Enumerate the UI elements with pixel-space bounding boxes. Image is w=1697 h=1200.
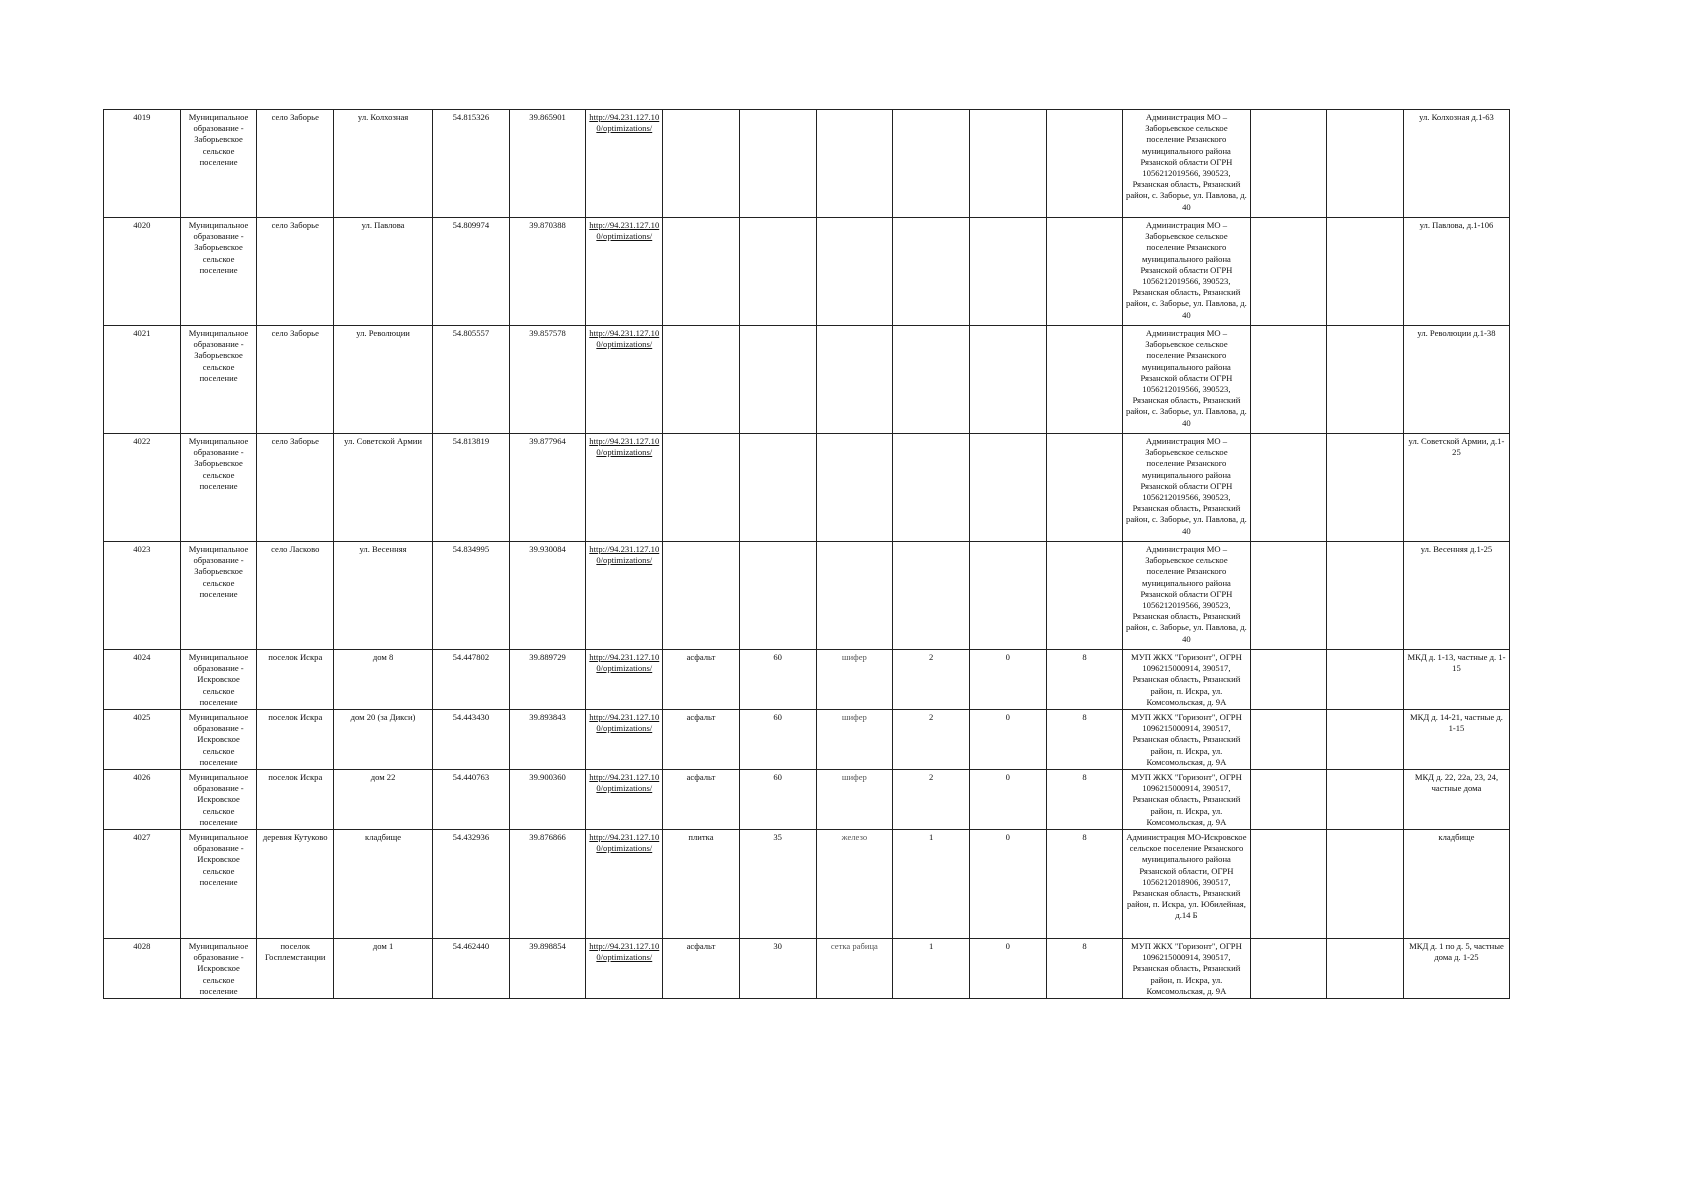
row-id-cell: 4025 — [104, 710, 181, 770]
surface-type-cell: асфальт — [663, 650, 740, 710]
row-id-cell: 4028 — [104, 939, 181, 999]
row-id-cell: 4020 — [104, 218, 181, 326]
container-count-cell: 1 — [893, 830, 970, 939]
container-count-cell: 2 — [893, 650, 970, 710]
empty-cell — [1250, 830, 1327, 939]
container-count-cell — [893, 434, 970, 542]
owner-cell: МУП ЖКХ "Горизонт", ОГРН 1096215000914, 390517, Рязанская область, Рязанский район, п. Искра, ул. Комсомольская, д. 9А — [1123, 770, 1250, 830]
surface-type-cell — [663, 434, 740, 542]
empty-cell — [1250, 939, 1327, 999]
settlement-cell: село Заборье — [257, 326, 334, 434]
empty-cell — [1250, 770, 1327, 830]
planned-containers-cell: 0 — [969, 770, 1046, 830]
latitude-cell: 54.805557 — [433, 326, 510, 434]
map-link[interactable]: http://94.231.127.100/optimizations/ — [589, 832, 660, 854]
municipality-cell: Муниципальное образование - Заборьевское сельское поселение — [180, 434, 257, 542]
area-cell: 60 — [739, 770, 816, 830]
container-count-cell: 2 — [893, 710, 970, 770]
planned-containers-cell: 0 — [969, 939, 1046, 999]
surface-type-cell — [663, 218, 740, 326]
empty-cell — [1250, 710, 1327, 770]
map-link[interactable]: http://94.231.127.100/optimizations/ — [589, 652, 660, 674]
row-id-cell: 4024 — [104, 650, 181, 710]
container-volume-cell — [1046, 434, 1123, 542]
table-row — [104, 326, 1510, 434]
latitude-cell: 54.447802 — [433, 650, 510, 710]
longitude-cell: 39.930084 — [509, 542, 586, 650]
served-objects-cell: ул. Революции д.1-38 — [1403, 326, 1509, 434]
area-cell — [739, 326, 816, 434]
served-objects-cell: МКД д. 22, 22а, 23, 24, частные дома — [1403, 770, 1509, 830]
map-link[interactable]: http://94.231.127.100/optimizations/ — [589, 544, 660, 566]
settlement-cell: село Заборье — [257, 218, 334, 326]
map-link[interactable]: http://94.231.127.100/optimizations/ — [589, 220, 660, 242]
area-cell — [739, 218, 816, 326]
surface-type-cell — [663, 326, 740, 434]
container-volume-cell — [1046, 326, 1123, 434]
street-cell: ул. Революции — [334, 326, 433, 434]
surface-type-cell — [663, 110, 740, 218]
empty-cell — [1327, 110, 1404, 218]
municipality-cell: Муниципальное образование - Искровское сельское поселение — [180, 770, 257, 830]
row-id-cell: 4021 — [104, 326, 181, 434]
longitude-cell: 39.900360 — [509, 770, 586, 830]
surface-type-cell: асфальт — [663, 710, 740, 770]
empty-cell — [1327, 650, 1404, 710]
table-row — [104, 434, 1510, 542]
area-cell: 30 — [739, 939, 816, 999]
street-cell: ул. Весенняя — [334, 542, 433, 650]
empty-cell — [1250, 326, 1327, 434]
container-count-cell: 2 — [893, 770, 970, 830]
row-id-cell: 4022 — [104, 434, 181, 542]
municipality-cell: Муниципальное образование - Искровское сельское поселение — [180, 710, 257, 770]
container-volume-cell: 8 — [1046, 830, 1123, 939]
longitude-cell: 39.857578 — [509, 326, 586, 434]
municipality-cell: Муниципальное образование - Искровское сельское поселение — [180, 830, 257, 939]
table-row — [104, 770, 1510, 830]
area-cell — [739, 110, 816, 218]
street-cell: ул. Советской Армии — [334, 434, 433, 542]
street-cell: дом 8 — [334, 650, 433, 710]
longitude-cell: 39.865901 — [509, 110, 586, 218]
table-row — [104, 939, 1510, 999]
planned-containers-cell: 0 — [969, 650, 1046, 710]
settlement-cell: поселок Искра — [257, 710, 334, 770]
container-volume-cell — [1046, 110, 1123, 218]
row-id-cell: 4027 — [104, 830, 181, 939]
map-link[interactable]: http://94.231.127.100/optimizations/ — [589, 112, 660, 134]
owner-cell: Администрация МО-Искровское сельское поселение Рязанского муниципального района Рязанской области, ОГРН 1056212018906, 390517, Рязанская область, Рязанский район, п. Искра, ул. Юбилейная, д.14 Б — [1123, 830, 1250, 939]
table-row — [104, 650, 1510, 710]
empty-cell — [1327, 434, 1404, 542]
street-cell: кладбище — [334, 830, 433, 939]
municipality-cell: Муниципальное образование - Заборьевское сельское поселение — [180, 110, 257, 218]
map-link-cell — [586, 650, 663, 710]
fence-material-cell: сетка рабица — [816, 939, 893, 999]
container-volume-cell — [1046, 218, 1123, 326]
area-cell — [739, 434, 816, 542]
longitude-cell: 39.889729 — [509, 650, 586, 710]
latitude-cell: 54.813819 — [433, 434, 510, 542]
planned-containers-cell — [969, 326, 1046, 434]
longitude-cell: 39.898854 — [509, 939, 586, 999]
settlement-cell: село Ласково — [257, 542, 334, 650]
fence-material-cell — [816, 326, 893, 434]
table-row — [104, 710, 1510, 770]
container-count-cell: 1 — [893, 939, 970, 999]
street-cell: дом 20 (за Дикси) — [334, 710, 433, 770]
map-link[interactable]: http://94.231.127.100/optimizations/ — [589, 772, 660, 794]
owner-cell: МУП ЖКХ "Горизонт", ОГРН 1096215000914, 390517, Рязанская область, Рязанский район, п. Искра, ул. Комсомольская, д. 9А — [1123, 939, 1250, 999]
waste-site-registry-table — [103, 109, 1510, 999]
empty-cell — [1327, 326, 1404, 434]
surface-type-cell: плитка — [663, 830, 740, 939]
owner-cell: МУП ЖКХ "Горизонт", ОГРН 1096215000914, 390517, Рязанская область, Рязанский район, п. Искра, ул. Комсомольская, д. 9А — [1123, 650, 1250, 710]
empty-cell — [1327, 218, 1404, 326]
area-cell: 60 — [739, 710, 816, 770]
empty-cell — [1327, 710, 1404, 770]
longitude-cell: 39.876866 — [509, 830, 586, 939]
empty-cell — [1327, 939, 1404, 999]
map-link[interactable]: http://94.231.127.100/optimizations/ — [589, 941, 660, 963]
container-volume-cell — [1046, 542, 1123, 650]
owner-cell: Администрация МО – Заборьевское сельское поселение Рязанского муниципального района Рязанской области ОГРН 1056212019566, 390523, Рязанская область, Рязанский район, с. Заборье, ул. Павлова, д. 40 — [1123, 326, 1250, 434]
row-id-cell: 4019 — [104, 110, 181, 218]
planned-containers-cell: 0 — [969, 710, 1046, 770]
street-cell: ул. Павлова — [334, 218, 433, 326]
latitude-cell: 54.815326 — [433, 110, 510, 218]
container-volume-cell: 8 — [1046, 650, 1123, 710]
street-cell: ул. Колхозная — [334, 110, 433, 218]
empty-cell — [1250, 650, 1327, 710]
municipality-cell: Муниципальное образование - Искровское сельское поселение — [180, 650, 257, 710]
empty-cell — [1250, 542, 1327, 650]
settlement-cell: деревня Кутуково — [257, 830, 334, 939]
map-link-cell — [586, 434, 663, 542]
planned-containers-cell — [969, 542, 1046, 650]
map-link-cell — [586, 218, 663, 326]
served-objects-cell: ул. Колхозная д.1-63 — [1403, 110, 1509, 218]
map-link-cell — [586, 939, 663, 999]
owner-cell: МУП ЖКХ "Горизонт", ОГРН 1096215000914, 390517, Рязанская область, Рязанский район, п. Искра, ул. Комсомольская, д. 9А — [1123, 710, 1250, 770]
table-row — [104, 830, 1510, 939]
settlement-cell: поселок Госплемстанции — [257, 939, 334, 999]
container-volume-cell: 8 — [1046, 939, 1123, 999]
map-link-cell — [586, 770, 663, 830]
empty-cell — [1327, 770, 1404, 830]
area-cell — [739, 542, 816, 650]
area-cell: 35 — [739, 830, 816, 939]
fence-material-cell — [816, 110, 893, 218]
longitude-cell: 39.877964 — [509, 434, 586, 542]
longitude-cell: 39.893843 — [509, 710, 586, 770]
container-volume-cell: 8 — [1046, 770, 1123, 830]
map-link[interactable]: http://94.231.127.100/optimizations/ — [589, 328, 660, 350]
container-count-cell — [893, 218, 970, 326]
owner-cell: Администрация МО – Заборьевское сельское поселение Рязанского муниципального района Рязанской области ОГРН 1056212019566, 390523, Рязанская область, Рязанский район, с. Заборье, ул. Павлова, д. 40 — [1123, 110, 1250, 218]
table-row — [104, 542, 1510, 650]
map-link-cell — [586, 542, 663, 650]
latitude-cell: 54.809974 — [433, 218, 510, 326]
map-link-cell — [586, 830, 663, 939]
latitude-cell: 54.462440 — [433, 939, 510, 999]
map-link[interactable]: http://94.231.127.100/optimizations/ — [589, 436, 660, 458]
empty-cell — [1250, 218, 1327, 326]
planned-containers-cell — [969, 434, 1046, 542]
planned-containers-cell — [969, 218, 1046, 326]
street-cell: дом 22 — [334, 770, 433, 830]
latitude-cell: 54.440763 — [433, 770, 510, 830]
latitude-cell: 54.432936 — [433, 830, 510, 939]
municipality-cell: Муниципальное образование - Искровское сельское поселение — [180, 939, 257, 999]
container-count-cell — [893, 110, 970, 218]
served-objects-cell: ул. Весенняя д.1-25 — [1403, 542, 1509, 650]
table-row — [104, 218, 1510, 326]
fence-material-cell: железо — [816, 830, 893, 939]
municipality-cell: Муниципальное образование - Заборьевское сельское поселение — [180, 542, 257, 650]
settlement-cell: поселок Искра — [257, 650, 334, 710]
settlement-cell: поселок Искра — [257, 770, 334, 830]
map-link-cell — [586, 326, 663, 434]
surface-type-cell — [663, 542, 740, 650]
served-objects-cell: МКД д. 1 по д. 5, частные дома д. 1-25 — [1403, 939, 1509, 999]
area-cell: 60 — [739, 650, 816, 710]
fence-material-cell: шифер — [816, 650, 893, 710]
municipality-cell: Муниципальное образование - Заборьевское сельское поселение — [180, 218, 257, 326]
table-row — [104, 110, 1510, 218]
owner-cell: Администрация МО – Заборьевское сельское поселение Рязанского муниципального района Рязанской области ОГРН 1056212019566, 390523, Рязанская область, Рязанский район, с. Заборье, ул. Павлова, д. 40 — [1123, 218, 1250, 326]
map-link-cell — [586, 110, 663, 218]
owner-cell: Администрация МО – Заборьевское сельское поселение Рязанского муниципального района Рязанской области ОГРН 1056212019566, 390523, Рязанская область, Рязанский район, с. Заборье, ул. Павлова, д. 40 — [1123, 434, 1250, 542]
latitude-cell: 54.834995 — [433, 542, 510, 650]
served-objects-cell: МКД д. 14-21, частные д. 1-15 — [1403, 710, 1509, 770]
settlement-cell: село Заборье — [257, 110, 334, 218]
map-link-cell — [586, 710, 663, 770]
street-cell: дом 1 — [334, 939, 433, 999]
served-objects-cell: МКД д. 1-13, частные д. 1-15 — [1403, 650, 1509, 710]
empty-cell — [1250, 434, 1327, 542]
row-id-cell: 4023 — [104, 542, 181, 650]
settlement-cell: село Заборье — [257, 434, 334, 542]
planned-containers-cell — [969, 110, 1046, 218]
empty-cell — [1327, 542, 1404, 650]
fence-material-cell — [816, 542, 893, 650]
longitude-cell: 39.870388 — [509, 218, 586, 326]
served-objects-cell: ул. Павлова, д.1-106 — [1403, 218, 1509, 326]
map-link[interactable]: http://94.231.127.100/optimizations/ — [589, 712, 660, 734]
fence-material-cell — [816, 434, 893, 542]
container-count-cell — [893, 542, 970, 650]
latitude-cell: 54.443430 — [433, 710, 510, 770]
row-id-cell: 4026 — [104, 770, 181, 830]
container-count-cell — [893, 326, 970, 434]
served-objects-cell: кладбище — [1403, 830, 1509, 939]
surface-type-cell: асфальт — [663, 939, 740, 999]
fence-material-cell — [816, 218, 893, 326]
surface-type-cell: асфальт — [663, 770, 740, 830]
container-volume-cell: 8 — [1046, 710, 1123, 770]
municipality-cell: Муниципальное образование - Заборьевское сельское поселение — [180, 326, 257, 434]
empty-cell — [1250, 110, 1327, 218]
empty-cell — [1327, 830, 1404, 939]
planned-containers-cell: 0 — [969, 830, 1046, 939]
fence-material-cell: шифер — [816, 710, 893, 770]
owner-cell: Администрация МО – Заборьевское сельское поселение Рязанского муниципального района Рязанской области ОГРН 1056212019566, 390523, Рязанская область, Рязанский район, с. Заборье, ул. Павлова, д. 40 — [1123, 542, 1250, 650]
served-objects-cell: ул. Советской Армии, д.1-25 — [1403, 434, 1509, 542]
fence-material-cell: шифер — [816, 770, 893, 830]
